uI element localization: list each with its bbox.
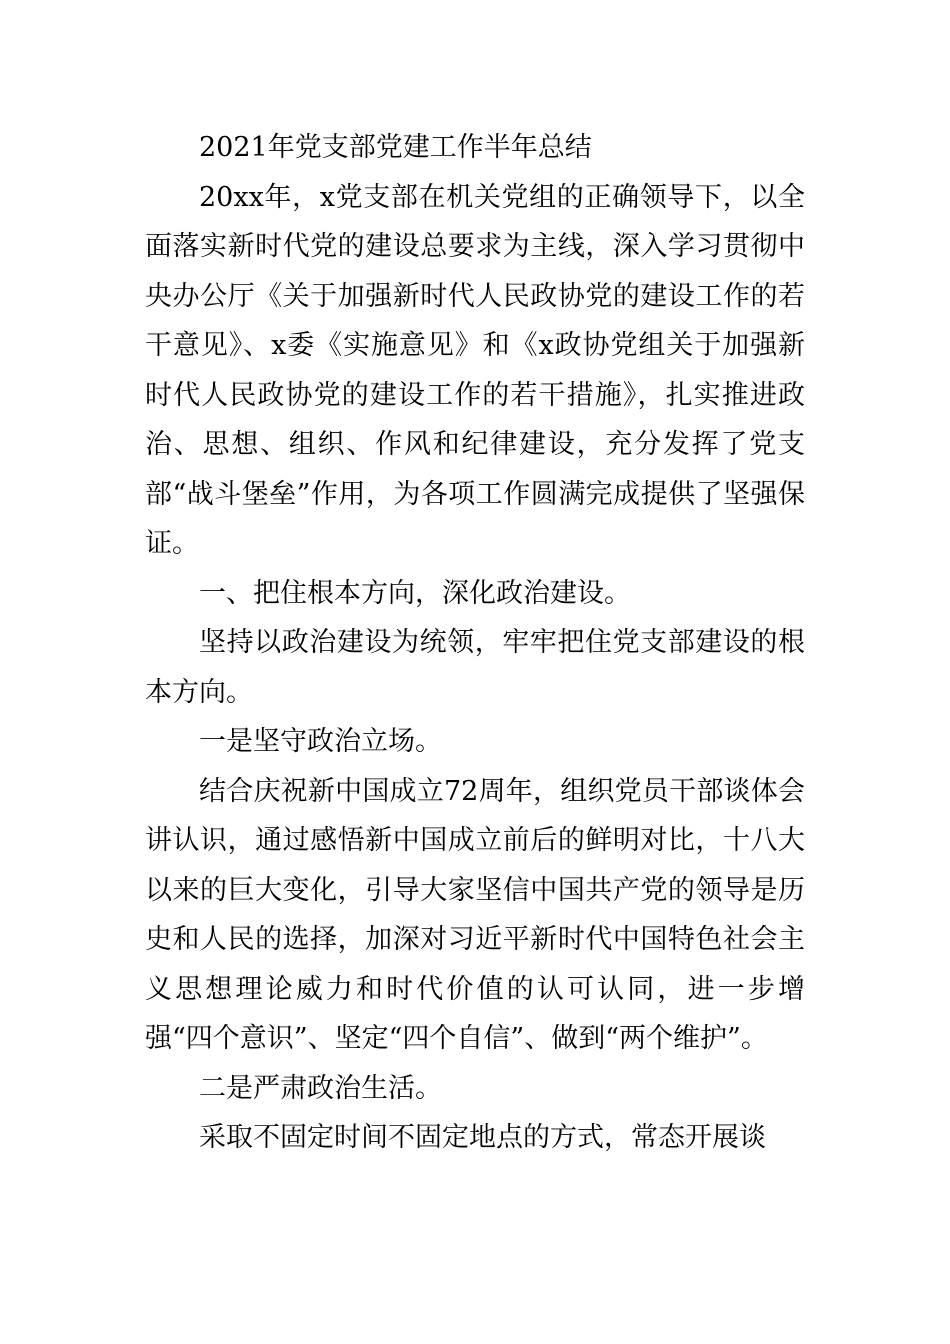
document-title: 2021年党支部党建工作半年总结: [199, 132, 592, 163]
paragraph-political-direction: 坚持以政治建设为统领，牢牢把住党支部建设的根本方向。: [145, 627, 805, 708]
paragraph-intro: 20xx年，x党支部在机关党组的正确领导下，以全面落实新时代党的建设总要求为主线，深入学习贯彻中央办公厅《关于加强新时代人民政协党的建设工作的若干意见》、x委《实施意见》和《x政协党组关于加强新时代人民政协党的建设工作的若干措施》，扎实推进政治、思想、组织、作风和纪律建设，充分发挥了党支部“战斗堡垒”作用，为各项工作圆满完成提供了坚强保证。: [145, 181, 805, 559]
paragraph-political-stance: 结合庆祝新中国成立72周年，组织党员干部谈体会讲认识，通过感悟新中国成立前后的鲜明对比，十八大以来的巨大变化，引导大家坚信中国共产党的领导是历史和人民的选择，加深对习近平新时代中国特色社会主义思想理论威力和时代价值的认可认同，进一步增强“四个意识”、坚定“四个自信”、做到“两个维护”。: [145, 775, 805, 1054]
section-heading-political-construction: 一、把住根本方向，深化政治建设。: [199, 577, 631, 609]
subheading-political-stance: 一是坚守政治立场。: [199, 726, 442, 757]
paragraph-political-life: 采取不固定时间不固定地点的方式，常态开展谈: [199, 1122, 766, 1153]
document-body: [145, 123, 805, 1163]
subheading-political-life: 二是严肃政治生活。: [199, 1072, 442, 1104]
